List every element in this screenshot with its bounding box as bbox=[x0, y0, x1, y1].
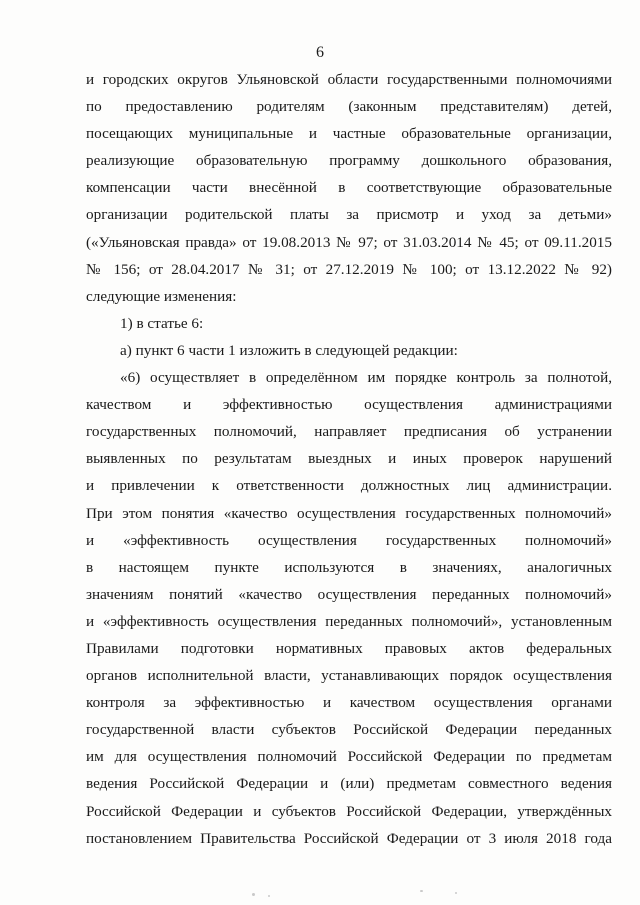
text-line: и городских округов Ульяновской области государственными полномочиями bbox=[86, 71, 612, 88]
text-line: в настоящем пункте используются в значениях, аналогичных bbox=[86, 558, 612, 576]
text-line: ведения Российской Федерации и (или) предметам совместного ведения bbox=[86, 775, 612, 793]
text-line: компенсации части внесённой в соответствующие образовательные bbox=[86, 179, 612, 197]
text-line: и привлечении к ответственности должностных лиц администрации. bbox=[86, 477, 612, 495]
text-line: и «эффективность осуществления переданных полномочий», установленным bbox=[86, 612, 612, 630]
text-line: («Ульяновская правда» от 19.08.2013 № 97; от 31.03.2014 № 45; от 09.11.2015 bbox=[86, 233, 612, 251]
text-line: им для осуществления полномочий Российской Федерации по предметам bbox=[86, 748, 612, 766]
list-item: а) пункт 6 части 1 изложить в следующей редакции: bbox=[120, 341, 458, 359]
quoted-paragraph-start: «6) осуществляет в определённом им порядке контроль за полнотой, bbox=[120, 369, 612, 387]
text-line: следующие изменения: bbox=[86, 287, 237, 305]
text-line: выявленных по результатам выездных и иных проверок нарушений bbox=[86, 450, 612, 468]
page-number: 6 bbox=[316, 44, 324, 61]
scan-speck bbox=[252, 893, 255, 896]
document-body bbox=[86, 66, 612, 852]
text-line: посещающих муниципальные и частные образовательные организации, bbox=[86, 125, 612, 143]
text-line: контроля за эффективностью и качеством осуществления органами bbox=[86, 694, 612, 712]
text-line: качеством и эффективностью осуществления администрациями bbox=[86, 396, 612, 414]
text-line: реализующие образовательную программу дошкольного образования, bbox=[86, 152, 612, 170]
text-line: Российской Федерации и субъектов Российской Федерации, утверждённых bbox=[86, 802, 612, 820]
text-line: Правилами подготовки нормативных правовых актов федеральных bbox=[86, 639, 612, 657]
text-line: значениям понятий «качество осуществления переданных полномочий» bbox=[86, 585, 612, 603]
text-line: органов исполнительной власти, устанавливающих порядок осуществления bbox=[86, 667, 612, 685]
scan-speck bbox=[420, 890, 423, 892]
text-line: № 156; от 28.04.2017 № 31; от 27.12.2019 № 100; от 13.12.2022 № 92) bbox=[86, 260, 612, 278]
text-line: государственной власти субъектов Российской Федерации переданных bbox=[86, 721, 612, 739]
text-line: по предоставлению родителям (законным представителям) детей, bbox=[86, 98, 612, 116]
list-item: 1) в статье 6: bbox=[120, 314, 204, 332]
scan-speck bbox=[268, 895, 270, 897]
scan-speck bbox=[455, 892, 457, 894]
text-line: и «эффективность осуществления государственных полномочий» bbox=[86, 531, 612, 549]
text-line: государственных полномочий, направляет предписания об устранении bbox=[86, 423, 612, 441]
text-line: организации родительской платы за присмотр и уход за детьми» bbox=[86, 206, 612, 224]
text-line: При этом понятия «качество осуществления государственных полномочий» bbox=[86, 504, 612, 522]
text-line: постановлением Правительства Российской Федерации от 3 июля 2018 года bbox=[86, 829, 612, 847]
